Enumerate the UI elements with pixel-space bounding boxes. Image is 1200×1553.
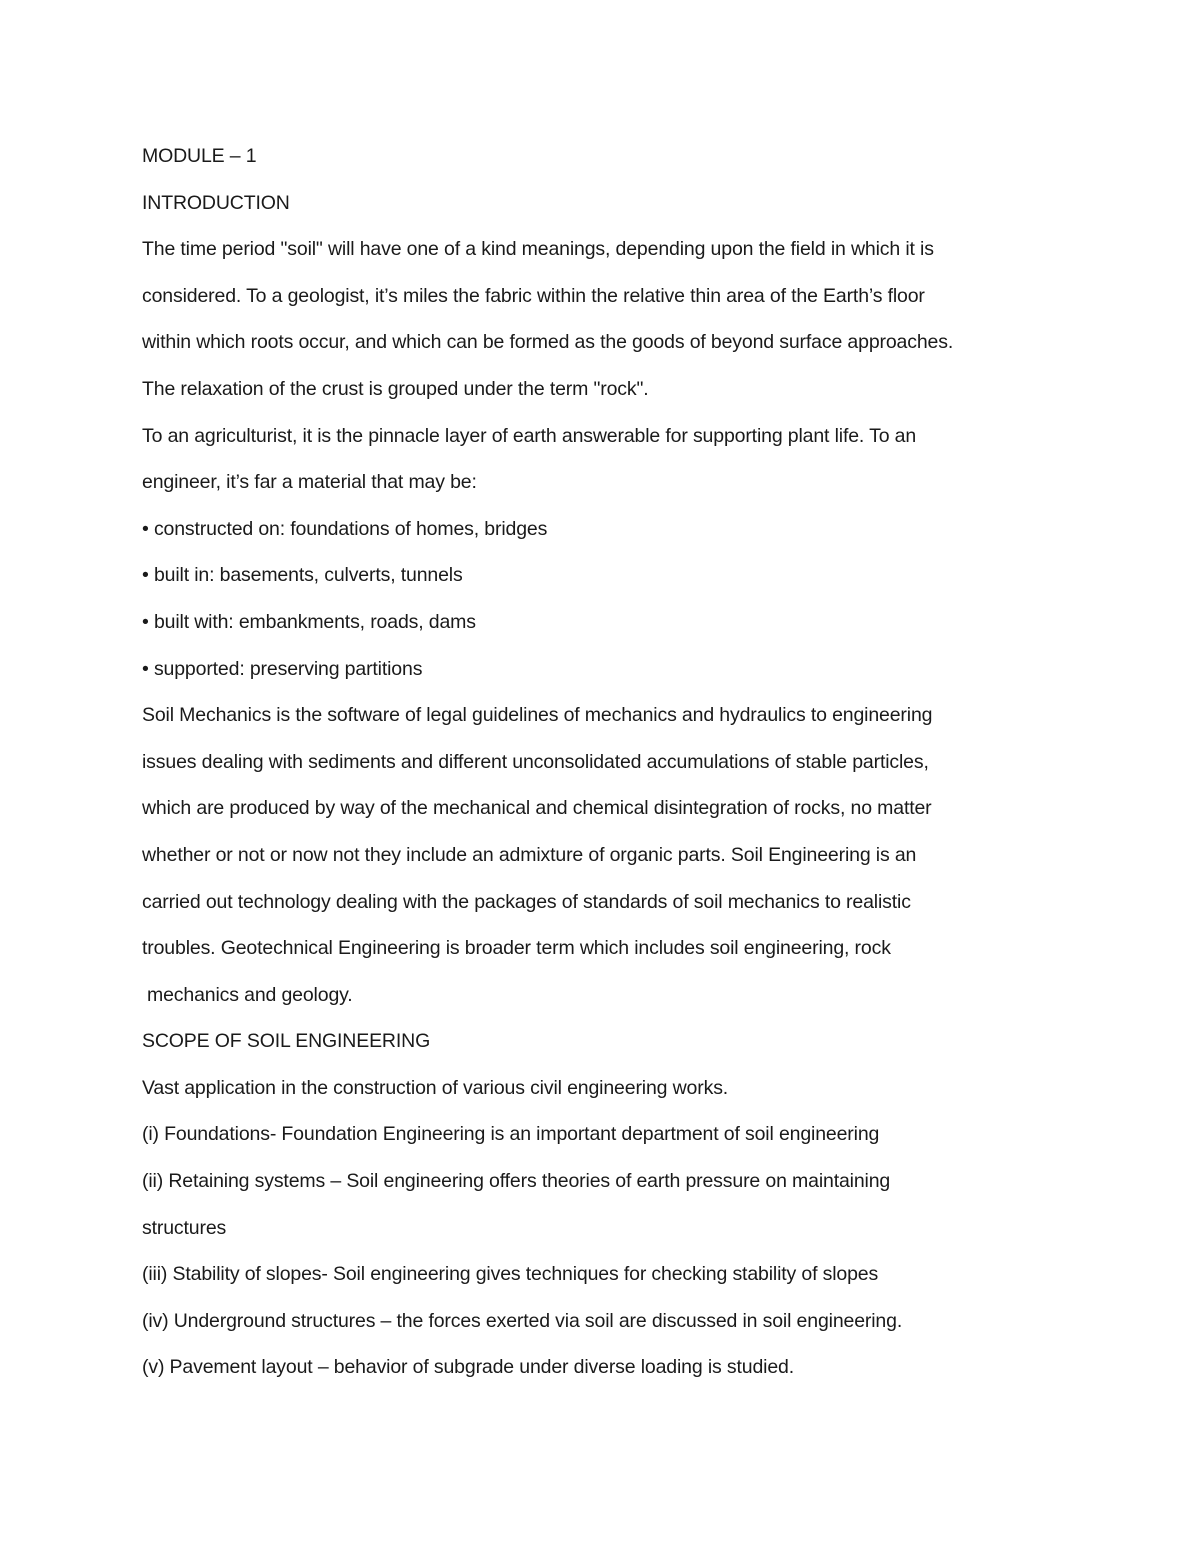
- text-line: engineer, it’s far a material that may be:: [142, 471, 477, 494]
- bullet-item: • built in: basements, culverts, tunnels: [142, 564, 463, 587]
- scope-heading: SCOPE OF SOIL ENGINEERING: [142, 1030, 431, 1053]
- text-line: which are produced by way of the mechanical and chemical disintegration of rocks, no matter: [142, 797, 932, 820]
- text-line: carried out technology dealing with the packages of standards of soil mechanics to realistic: [142, 890, 911, 913]
- text-line: considered. To a geologist, it’s miles the fabric within the relative thin area of the Earth’s floor: [142, 284, 925, 307]
- bullet-item: • built with: embankments, roads, dams: [142, 610, 476, 633]
- scope-item: (iv) Underground structures – the forces exerted via soil are discussed in soil engineering.: [142, 1309, 903, 1332]
- text-line: The relaxation of the crust is grouped under the term "rock".: [142, 377, 649, 400]
- module-heading: MODULE – 1: [142, 145, 257, 167]
- text-line: mechanics and geology.: [147, 983, 353, 1006]
- scope-item: (ii) Retaining systems – Soil engineering offers theories of earth pressure on maintaining: [142, 1170, 891, 1193]
- scope-item: (v) Pavement layout – behavior of subgrade under diverse loading is studied.: [142, 1356, 794, 1379]
- bullet-item: • constructed on: foundations of homes, bridges: [142, 517, 548, 540]
- text-line: whether or not or now not they include an admixture of organic parts. Soil Engineering is an: [142, 843, 917, 866]
- text-line: within which roots occur, and which can be formed as the goods of beyond surface approaches.: [142, 331, 954, 354]
- text-line: troubles. Geotechnical Engineering is broader term which includes soil engineering, rock: [142, 937, 891, 960]
- scope-item: (i) Foundations- Foundation Engineering is an important department of soil engineering: [142, 1123, 880, 1146]
- text-line: To an agriculturist, it is the pinnacle layer of earth answerable for supporting plant life. To an: [142, 424, 917, 447]
- text-line: Vast application in the construction of various civil engineering works.: [142, 1076, 729, 1099]
- document-body: [142, 133, 1102, 1391]
- scope-item: (iii) Stability of slopes- Soil engineering gives techniques for checking stability of slopes: [142, 1263, 879, 1286]
- introduction-heading: INTRODUCTION: [142, 191, 290, 214]
- bullet-item: • supported: preserving partitions: [142, 657, 423, 680]
- scope-item-continuation: structures: [142, 1216, 227, 1239]
- text-line: The time period "soil" will have one of a kind meanings, depending upon the field in which it is: [142, 238, 934, 261]
- text-line: Soil Mechanics is the software of legal guidelines of mechanics and hydraulics to engineering: [142, 704, 933, 727]
- text-line: issues dealing with sediments and different unconsolidated accumulations of stable particles,: [142, 750, 929, 773]
